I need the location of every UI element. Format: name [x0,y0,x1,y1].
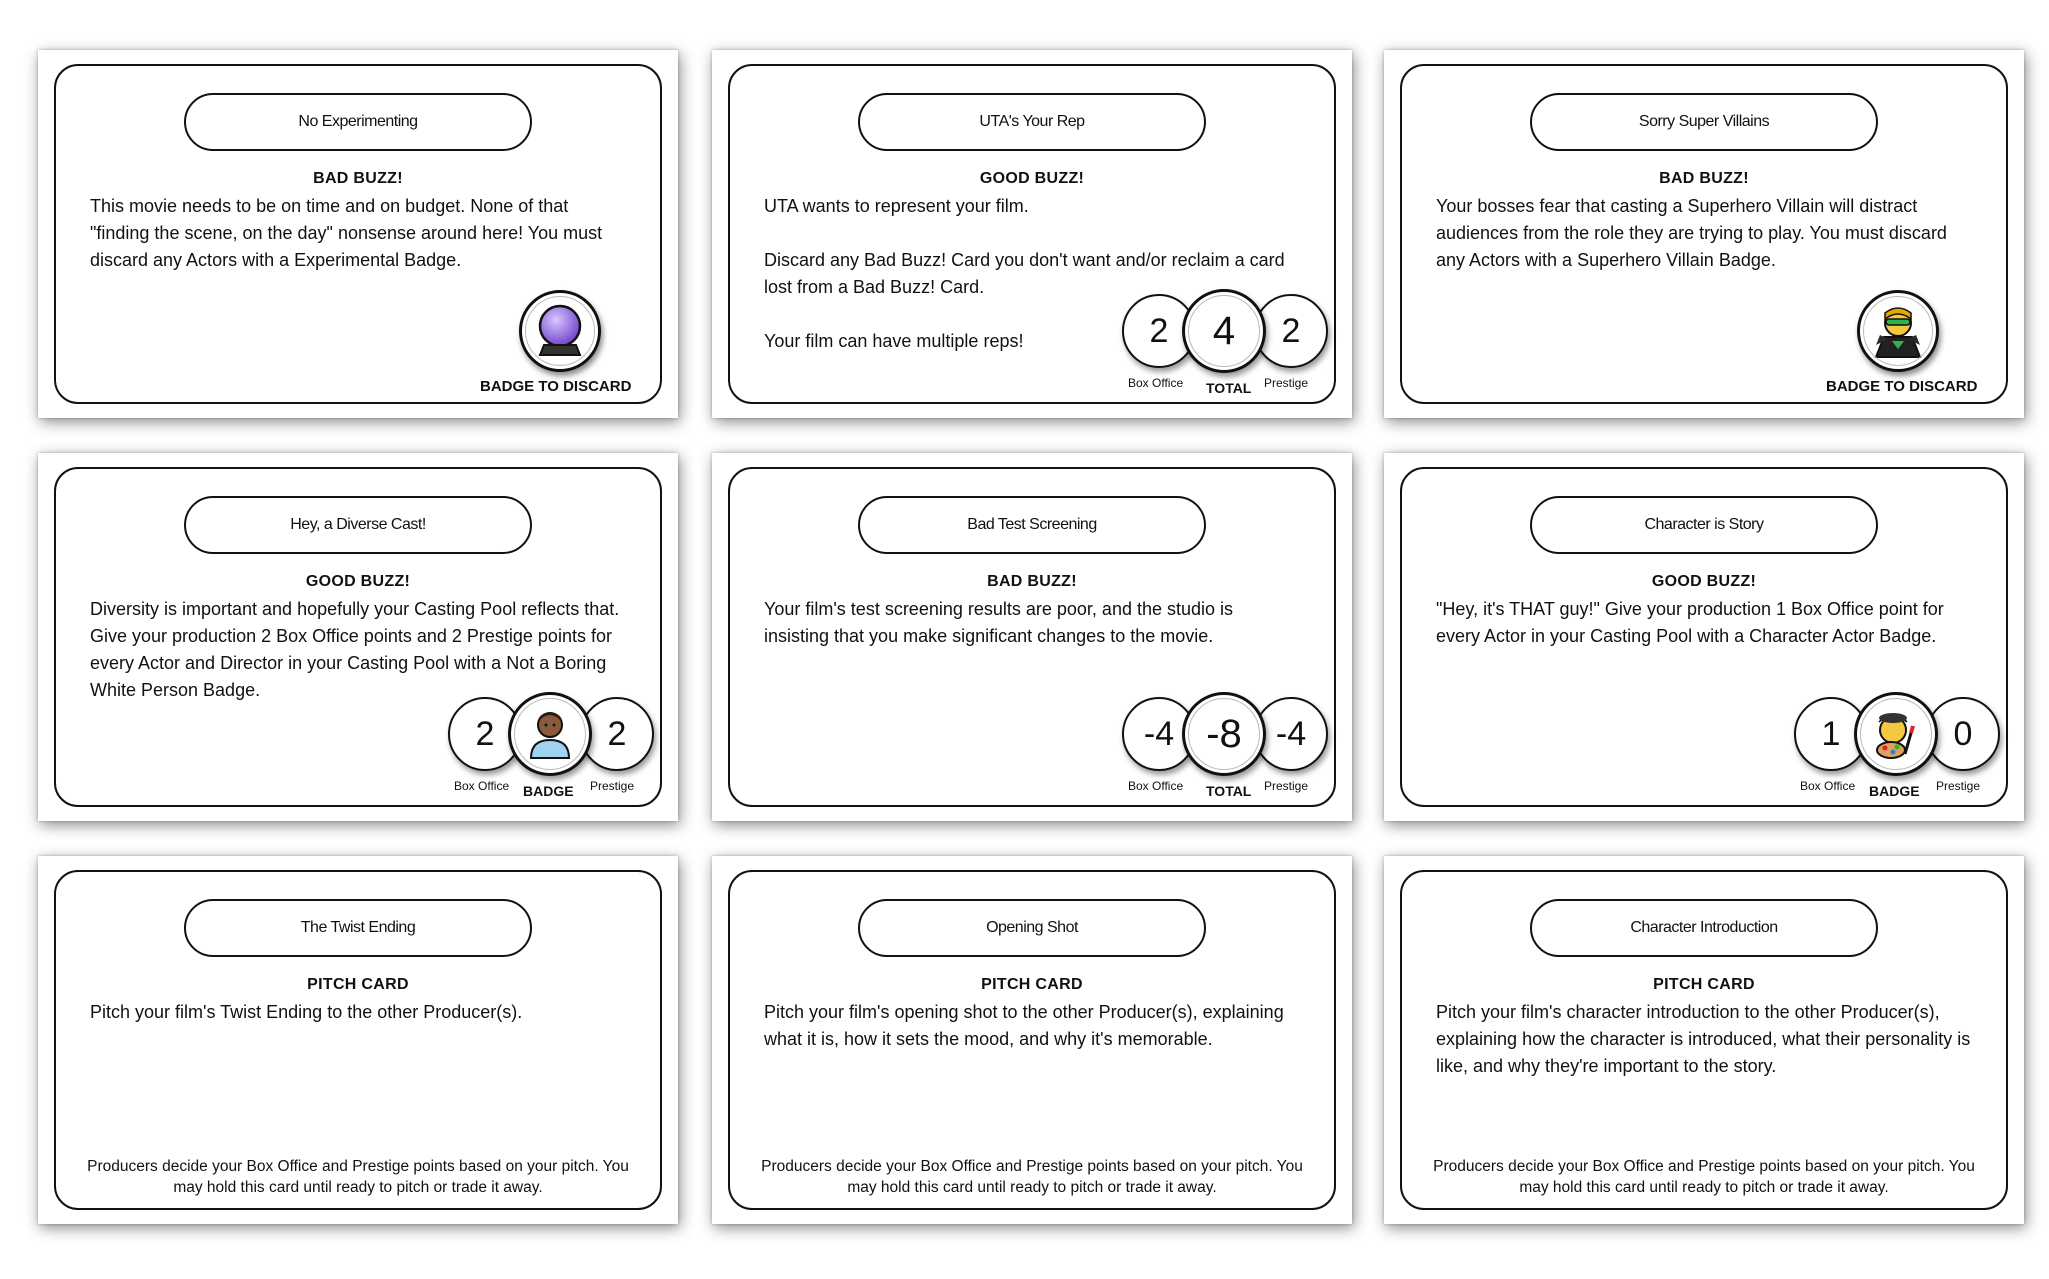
card-title: The Twist Ending [184,899,532,957]
card-utas-your-rep[interactable] [712,50,1352,418]
total-score: -8 [1182,692,1266,776]
card-body: Pitch your film's character introduction to the other Producer(s), explaining how the character is introduced, what their personality is like, and why they're important to the story. [1436,1002,1971,1076]
card-border [1400,64,2008,404]
box-office-label: Box Office [454,779,510,793]
badge-caption: BADGE TO DISCARD [1826,378,1978,395]
person-icon [508,692,592,776]
card-body: "Hey, it's THAT guy!" Give your production 1 Box Office point for every Actor in your Casting Pool with a Character Actor Badge. [1436,599,1944,646]
card-border [54,467,662,807]
card-title: UTA's Your Rep [858,93,1206,151]
card-category: PITCH CARD [307,976,409,993]
card-border [728,870,1336,1210]
card-sorry-super-villains[interactable] [1384,50,2024,418]
artist-icon [1854,692,1938,776]
card-title: Sorry Super Villains [1530,93,1878,151]
prestige-label: Prestige [1264,779,1309,793]
card-footer: Producers decide your Box Office and Prestige points based on your pitch. You may hold this card until ready to pitch or trade it away. [761,1158,1303,1196]
card-bad-test-screening[interactable] [712,453,1352,821]
box-office-label: Box Office [1128,779,1184,793]
box-office-score: 2 [448,697,522,771]
card-no-experimenting[interactable] [38,50,678,418]
card-category: PITCH CARD [981,976,1083,993]
card-category: GOOD BUZZ! [979,170,1085,187]
discard-badge [500,290,620,372]
card-category: BAD BUZZ! [987,573,1077,590]
card-title: Bad Test Screening [858,496,1206,554]
badge-caption: BADGE TO DISCARD [480,378,632,395]
card-opening-shot[interactable] [712,856,1352,1224]
card-the-twist-ending[interactable] [38,856,678,1224]
prestige-label: Prestige [1264,376,1309,390]
card-character-introduction[interactable] [1384,856,2024,1224]
discard-badge [1838,290,1958,372]
box-office-score: 1 [1794,697,1868,771]
score-circles [1118,691,1338,811]
card-footer: Producers decide your Box Office and Prestige points based on your pitch. You may hold this card until ready to pitch or trade it away. [1433,1158,1975,1196]
total-label: TOTAL [1206,783,1252,799]
card-category: BAD BUZZ! [1659,170,1749,187]
box-office-score: 2 [1122,294,1196,368]
card-body: Pitch your film's opening shot to the other Producer(s), explaining what it is, how it sets the mood, and why it's memorable. [764,1002,1284,1049]
total-label: TOTAL [1206,380,1252,396]
badge-label: BADGE [523,783,574,799]
card-title: Hey, a Diverse Cast! [184,496,532,554]
card-category: PITCH CARD [1653,976,1755,993]
score-circles [1790,691,2010,811]
prestige-label: Prestige [1936,779,1981,793]
prestige-score: 0 [1926,697,2000,771]
card-title: Character Introduction [1530,899,1878,957]
card-border [1400,467,2008,807]
card-category: GOOD BUZZ! [1651,573,1757,590]
card-hey-a-diverse-cast[interactable] [38,453,678,821]
card-character-is-story[interactable] [1384,453,2024,821]
card-body: UTA wants to represent your film. Discard any Bad Buzz! Card you don't want and/or reclaim a card lost from a Bad Buzz! Card. Your film can have multiple reps! [764,196,1285,351]
box-office-label: Box Office [1128,376,1184,390]
card-body: This movie needs to be on time and on budget. None of that "finding the scene, on the day" nonsense around here! You must discard any Actors with a Experimental Badge. [90,196,603,270]
card-category: GOOD BUZZ! [305,573,411,590]
card-body: Pitch your film's Twist Ending to the other Producer(s). [90,1002,523,1022]
card-body: Diversity is important and hopefully your Casting Pool reflects that. Give your production 2 Box Office points and 2 Prestige points for every Actor and Director in your Casting Pool with a Not a Boring White Person Badge. [90,599,620,700]
card-category: BAD BUZZ! [313,170,403,187]
card-body: Your film's test screening results are poor, and the studio is insisting that you make significant changes to the movie. [764,599,1234,646]
card-border [54,870,662,1210]
prestige-score: -4 [1254,697,1328,771]
prestige-score: 2 [1254,294,1328,368]
card-footer: Producers decide your Box Office and Prestige points based on your pitch. You may hold this card until ready to pitch or trade it away. [87,1158,629,1196]
box-office-score: -4 [1122,697,1196,771]
card-border [1400,870,2008,1210]
card-border [728,64,1336,404]
total-score: 4 [1182,289,1266,373]
card-body: Your bosses fear that casting a Superhero Villain will distract audiences from the role they are trying to play. You must discard any Actors with a Superhero Villain Badge. [1436,196,1947,270]
score-circles [1118,288,1338,408]
card-border [728,467,1336,807]
box-office-label: Box Office [1800,779,1856,793]
card-title: No Experimenting [184,93,532,151]
card-title: Opening Shot [858,899,1206,957]
prestige-label: Prestige [590,779,635,793]
prestige-score: 2 [580,697,654,771]
card-border [54,64,662,404]
card-title: Character is Story [1530,496,1878,554]
supervillain-icon [1857,290,1939,372]
score-circles [444,691,664,811]
badge-label: BADGE [1869,783,1920,799]
crystal-ball-icon [519,290,601,372]
